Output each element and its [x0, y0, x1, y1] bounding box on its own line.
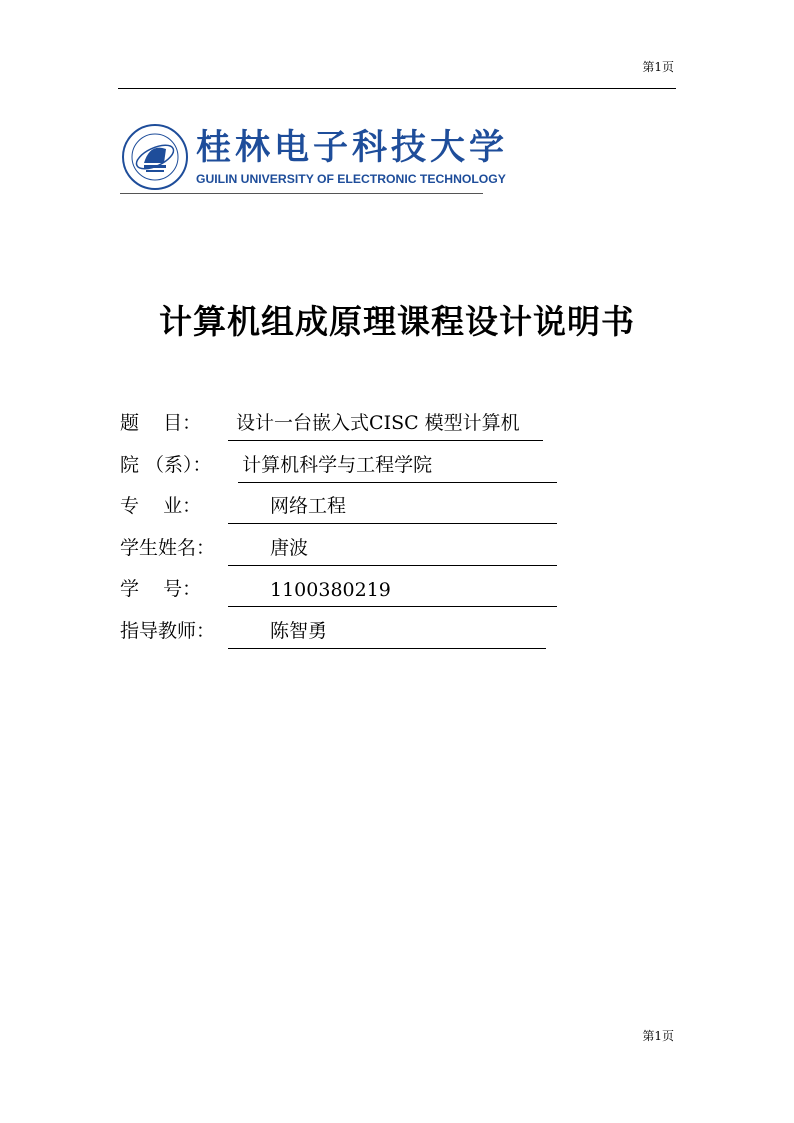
field-underline: [228, 440, 543, 441]
field-underline: [238, 482, 557, 483]
field-department: [120, 455, 580, 483]
field-label: 院 （系）：: [120, 454, 212, 476]
field-value: 设计一台嵌入式CISC 模型计算机: [230, 412, 526, 434]
logo-rule: [120, 193, 483, 194]
field-value: 网络工程: [270, 495, 347, 517]
field-underline: [228, 648, 546, 649]
field-value: 陈智勇: [270, 620, 328, 642]
field-value: 计算机科学与工程学院: [230, 454, 433, 476]
university-name-en: GUILIN UNIVERSITY OF ELECTRONIC TECHNOLOGY: [196, 172, 506, 186]
field-advisor: [120, 621, 580, 649]
header-rule: [118, 88, 676, 89]
field-student-name: [120, 538, 580, 566]
footer-page-number: 第1页: [642, 1029, 674, 1043]
university-name-cn: 桂林电子科技大学: [196, 128, 509, 168]
field-student-id: [120, 579, 580, 607]
field-value: 唐波: [270, 537, 309, 559]
field-label: 题 目：: [120, 412, 202, 434]
field-underline: [228, 523, 557, 524]
header-page-number: 第1页: [642, 60, 674, 74]
field-label: 学生姓名：: [120, 537, 216, 559]
field-underline: [228, 606, 557, 607]
document-title: 计算机组成原理课程设计说明书: [159, 302, 635, 341]
university-seal-icon: [120, 123, 190, 191]
field-major: [120, 496, 580, 524]
field-value: 1100380219: [270, 579, 391, 601]
field-label: 专 业：: [120, 495, 202, 517]
field-label: 指导教师：: [120, 620, 216, 642]
field-topic: [120, 413, 580, 441]
field-underline: [228, 565, 557, 566]
field-label: 学 号：: [120, 578, 202, 600]
